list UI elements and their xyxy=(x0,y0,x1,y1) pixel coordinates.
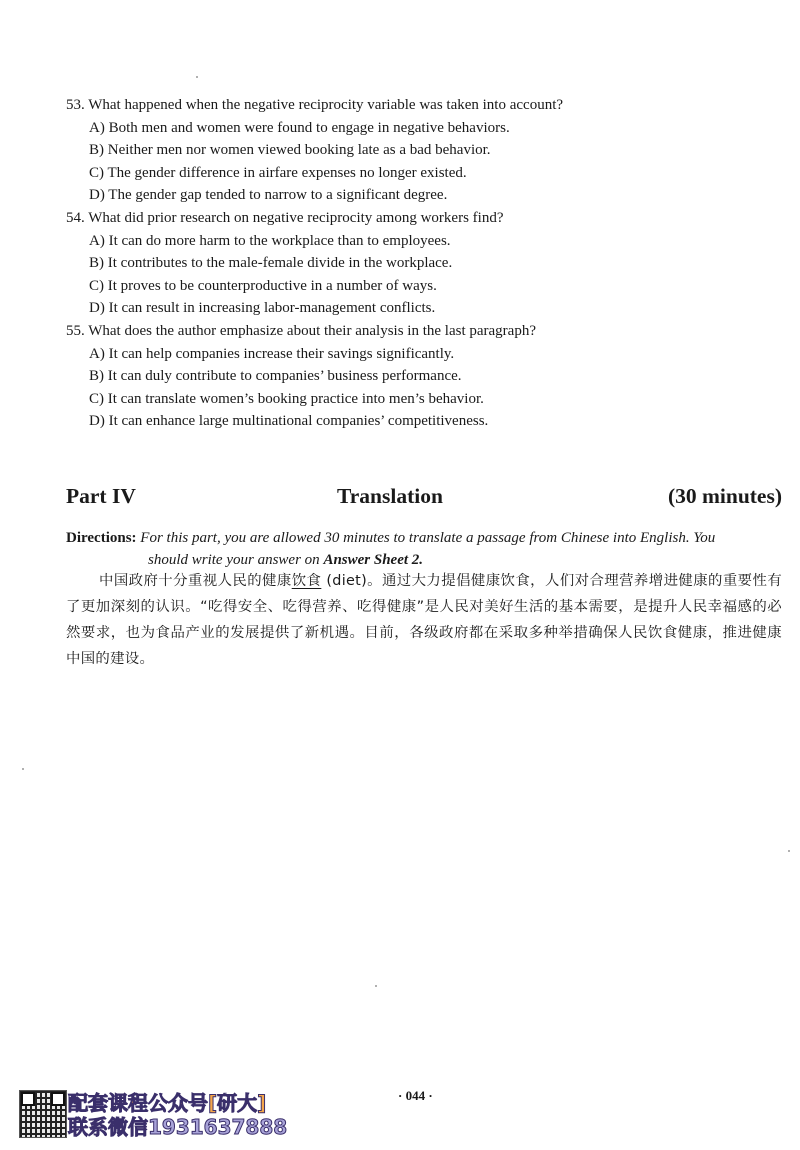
scan-speck xyxy=(22,768,24,770)
scan-speck xyxy=(375,985,377,987)
passage-text-rest: (diet)。通过大力提倡健康饮食，人们对合理营养增进健康的重要性有了更加深刻的认识。“吃得安全、吃得营养、吃得健康”是人民对美好生活的基本需要，是提升人民幸福感的必然要求，也为食品产业的发展提供了新机遇。目前，各级政府都在采取多种举措确保人民饮食健康，推进健康中国的建设。 xyxy=(66,573,783,667)
option-a: A) It can help companies increase their savings significantly. xyxy=(89,345,455,362)
passage-text-start: 中国政府十分重视人民的健康 xyxy=(99,573,292,589)
page-number: · 044 · xyxy=(398,1088,433,1103)
banner-line-2: 联系微信1931637888 xyxy=(68,1115,288,1139)
translation-passage xyxy=(66,568,782,672)
option-d: D) It can enhance large multinational companies’ competitiveness. xyxy=(89,413,489,430)
scan-speck xyxy=(196,76,198,78)
option-d: D) It can result in increasing labor-management conflicts. xyxy=(89,300,436,317)
directions-text-cont: should write your answer on xyxy=(148,552,324,568)
part-time-limit: (30 minutes) xyxy=(667,484,782,508)
question-53 xyxy=(66,94,786,207)
banner-line-1: 配套课程公众号[研大] xyxy=(68,1091,267,1115)
question-55 xyxy=(66,320,786,433)
directions xyxy=(66,527,786,571)
option-b: B) Neither men nor women viewed booking late as a bad behavior. xyxy=(89,142,491,159)
option-a: A) Both men and women were found to engage in negative behaviors. xyxy=(89,119,510,136)
question-number: 53. xyxy=(66,97,85,113)
question-stem: What does the author emphasize about their analysis in the last paragraph? xyxy=(88,322,536,339)
directions-text: For this part, you are allowed 30 minutes to translate a passage from Chinese into English. You xyxy=(136,530,716,546)
promo-banner xyxy=(20,1091,320,1141)
question-number: 54. xyxy=(66,209,85,226)
directions-label: Directions: xyxy=(66,530,137,546)
option-b: B) It contributes to the male-female divide in the workplace. xyxy=(89,255,453,272)
part-header xyxy=(66,484,782,514)
question-list xyxy=(66,94,786,433)
scan-speck xyxy=(788,850,790,852)
question-stem: What happened when the negative reciprocity variable was taken into account? xyxy=(88,97,564,113)
option-a: A) It can do more harm to the workplace than to employees. xyxy=(89,232,451,249)
option-d: D) The gender gap tended to narrow to a significant degree. xyxy=(89,187,448,204)
question-54 xyxy=(66,207,786,320)
part-title: Translation xyxy=(337,484,443,508)
qr-code-icon xyxy=(20,1091,66,1137)
question-number: 55. xyxy=(66,322,85,339)
option-c: C) It can translate women’s booking practice into men’s behavior. xyxy=(89,390,484,407)
part-label: Part IV xyxy=(66,484,136,508)
question-stem: What did prior research on negative reciprocity among workers find? xyxy=(88,209,504,226)
option-c: C) The gender difference in airfare expenses no longer existed. xyxy=(89,164,467,181)
passage-underlined-term: 饮食 xyxy=(291,573,322,589)
option-c: C) It proves to be counterproductive in a number of ways. xyxy=(89,277,437,294)
option-b: B) It can duly contribute to companies’ business performance. xyxy=(89,368,462,385)
answer-sheet-ref: Answer Sheet 2. xyxy=(323,552,424,568)
